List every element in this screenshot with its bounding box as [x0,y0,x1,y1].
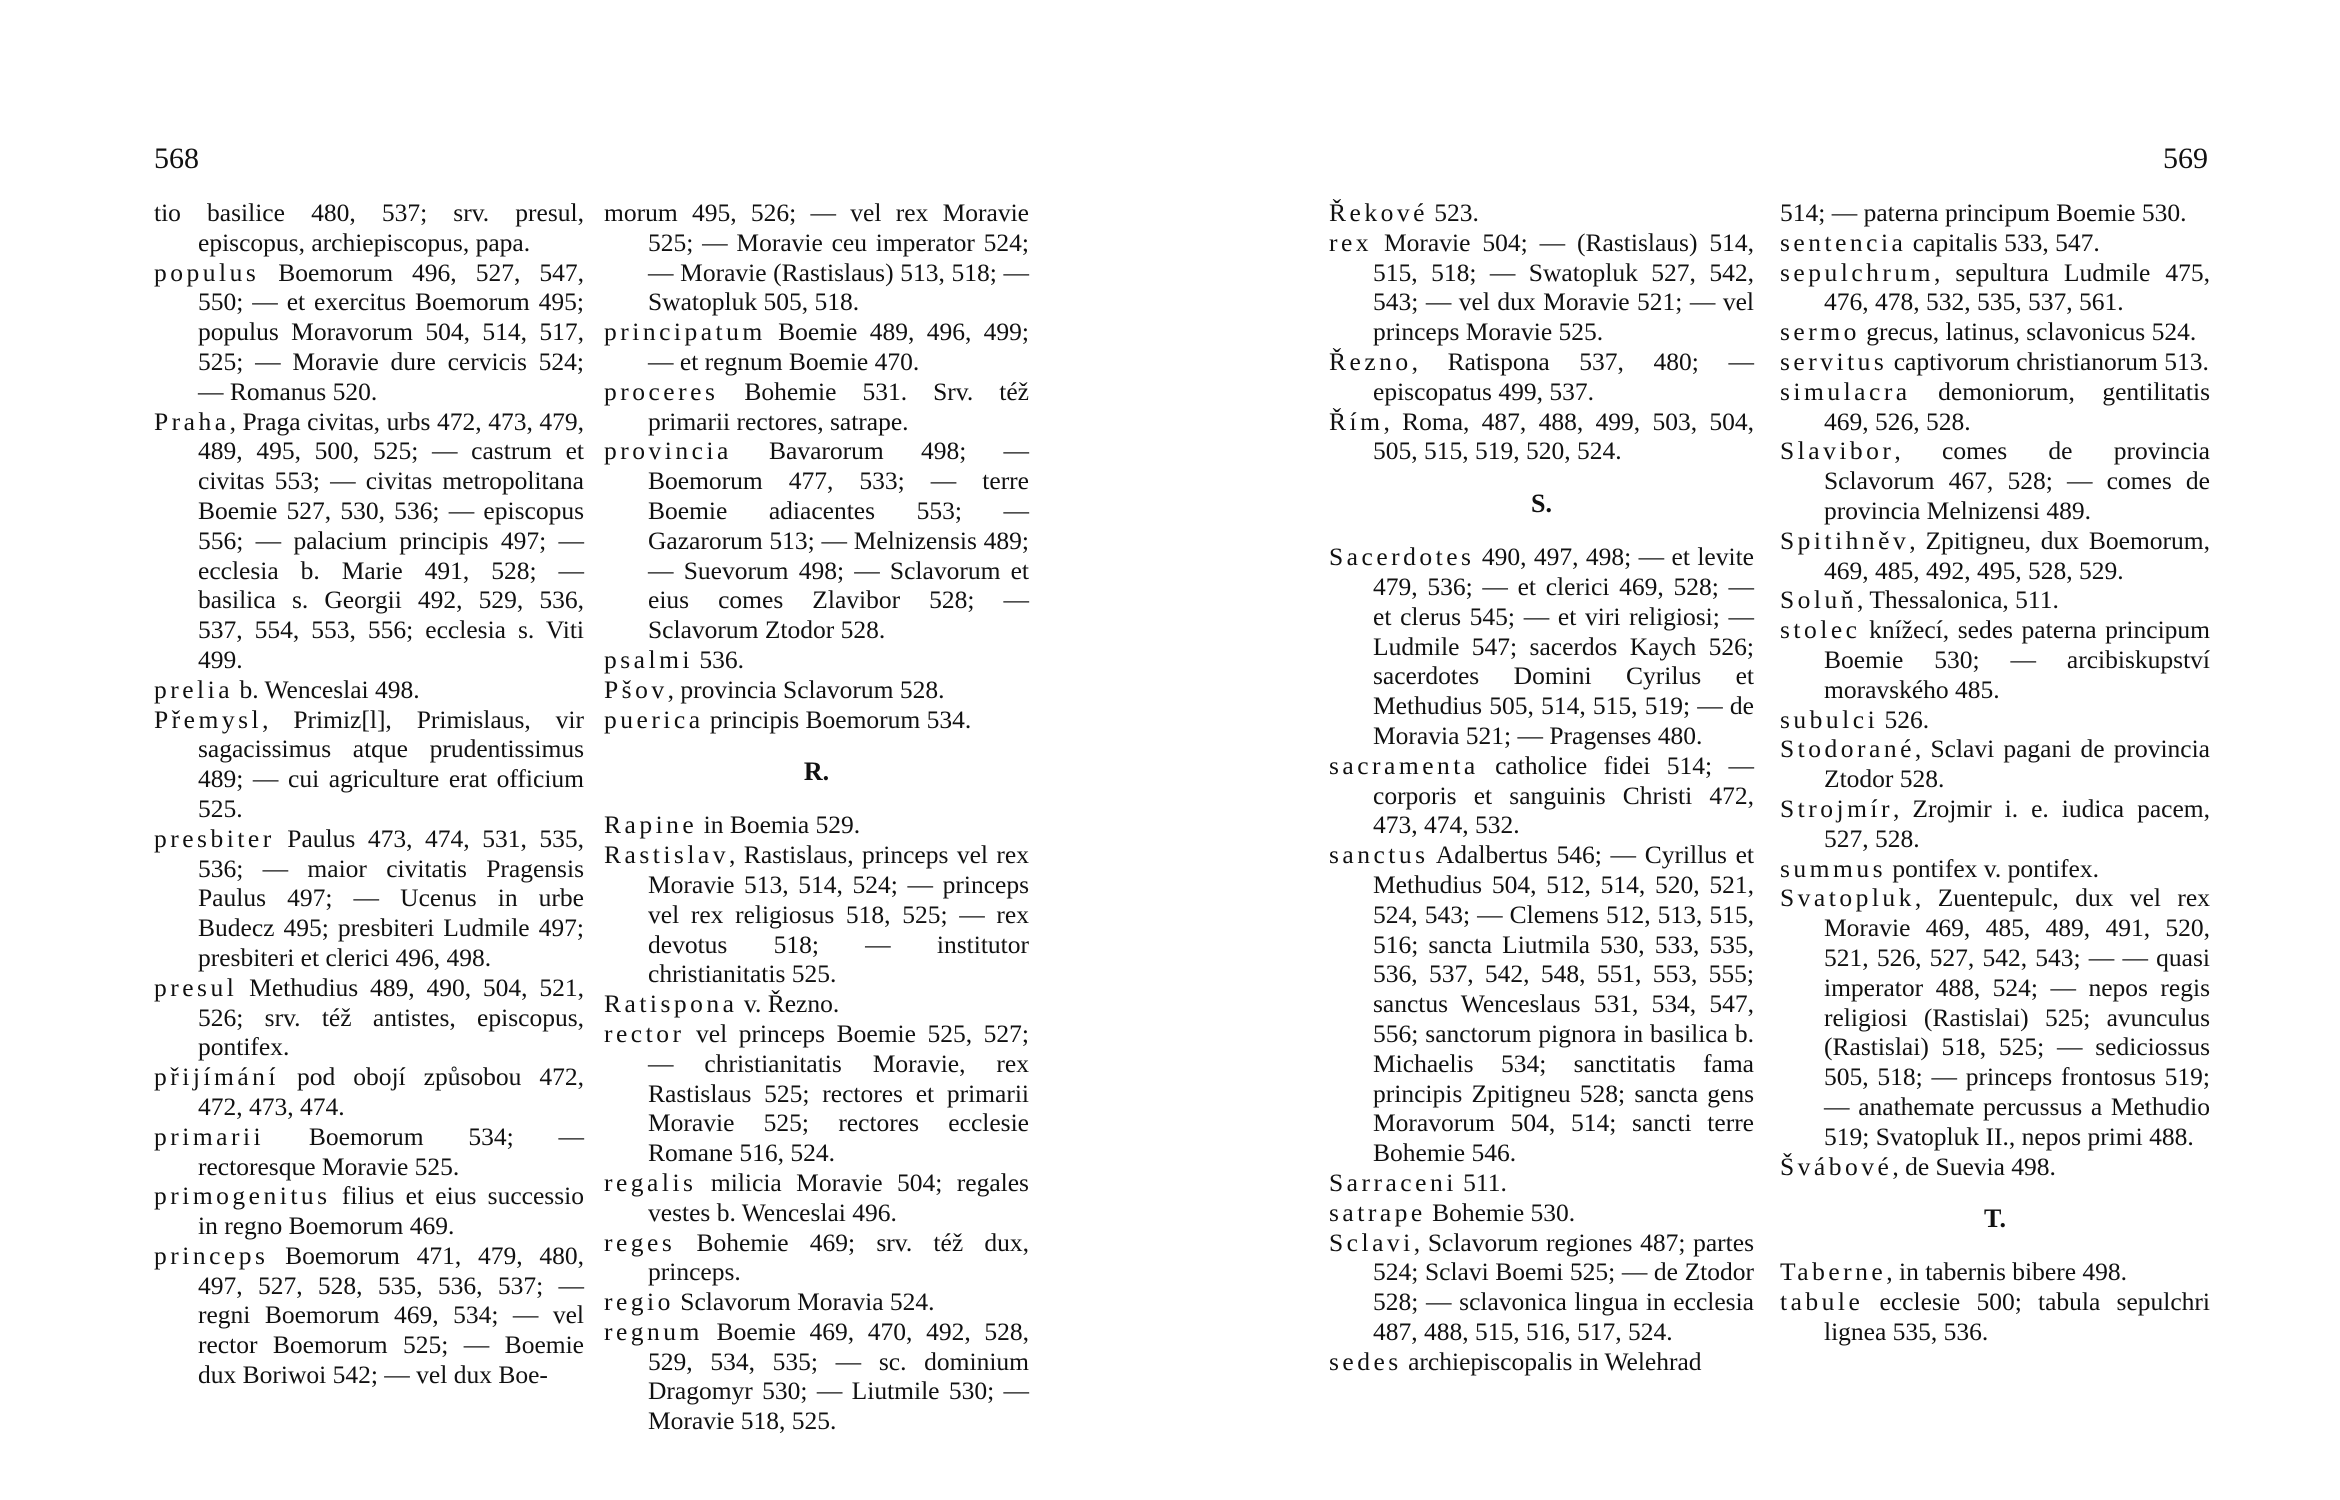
index-entry [154,258,584,407]
entry-text: Boemorum 534; — rectoresque Moravie 525. [198,1121,584,1181]
index-entry [1780,258,2210,318]
entry-headword: rex [1329,227,1373,257]
index-entry [1329,198,1754,228]
index-entry [1780,705,2210,735]
index-entry [154,675,584,705]
entry-headword: Soluň [1780,585,1858,615]
entry-headword: puerica [604,704,704,734]
entry-text: Bohemie 469; srv. též dux, princeps. [648,1227,1029,1287]
index-entry [604,1168,1029,1228]
index-entry [1780,794,2210,854]
index-entry [604,675,1029,705]
entry-headword: sentencia [1780,227,1907,257]
entry-headword: primogenitus [154,1181,331,1211]
index-entry [1329,1347,1754,1377]
index-entry [154,705,584,824]
index-entry [1329,347,1754,407]
entry-text: , Rastislaus, princeps vel rex Moravie 513, 514, 524; — princeps vel rex religiosus 518, 525; — rex devotus 518; — institutor christianitatis 525. [648,840,1029,989]
entry-text: , comes de provincia Sclavorum 467, 528; — comes de provincia Melnizensi 489. [1824,436,2210,525]
index-entry [154,198,584,258]
entry-text: 526. [1878,704,1930,734]
entry-text: principis Boemorum 534. [703,704,972,734]
entry-headword: rector [604,1018,685,1048]
entry-headword: presul [154,972,238,1002]
entry-text: , Praga civitas, urbs 472, 473, 479, 489, 495, 500, 525; — castrum et civitas 553; — civitas metropolitana Boemie 527, 530, 536; — episcopus 556; — palacium principis 497; — ecclesia b. Marie 491, 528; — basilica s. Georgii 492, 529, 536, 537, 554, 553, 556; ecclesia s. Viti 499. [198,406,584,674]
entry-headword: sepulchrum [1780,257,1934,287]
entry-headword: tabule [1780,1287,1864,1317]
index-entry [604,989,1029,1019]
entry-headword: sermo [1780,317,1860,347]
entry-text: Boemie 469, 470, 492, 528, 529, 534, 535; — sc. dominium Dragomyr 530; — Liutmile 530; — Moravie 518, 525. [648,1316,1029,1436]
index-entry [154,973,584,1062]
entry-headword: Strojmír [1780,793,1894,823]
entry-text: Methudius 489, 490, 504, 521, 526; srv. též antistes, episcopus, pontifex. [198,972,584,1062]
entry-text: milicia Moravie 504; regales vestes b. Wenceslai 496. [648,1167,1029,1227]
index-entry [1780,198,2210,228]
entry-text: , Zuentepulc, dux vel rex Moravie 469, 485, 489, 491, 520, 521, 526, 527, 542, 543; — — quasi imperator 488, 524; — nepos regis religiosi (Rastislai) 525; avunculus (Rastislai) 518, 525; — sediciossus 505, 518; — princeps frontosus 519; — anathemate percussus a Methudio 519; Svatopluk II., nepos primi 488. [1824,883,2210,1151]
index-entry [1780,1257,2210,1287]
entry-headword: Svatopluk [1780,883,1915,913]
index-entry [604,1019,1029,1168]
index-entry [1780,317,2210,347]
index-entry [604,1287,1029,1317]
section-letter-heading: S. [1531,489,1552,519]
entry-text: , Ratispona 537, 480; — episcopatus 499, 537. [1373,346,1754,406]
index-entry [604,1317,1029,1436]
entry-text: pod obojí způsobou 472, 472, 473, 474. [198,1062,584,1121]
index-entry [1780,526,2210,586]
entry-headword: reges [604,1227,676,1257]
entry-headword: presbiter [154,823,275,853]
page-number-right: 569 [2163,142,2208,175]
index-entry [604,317,1029,377]
index-entry [604,377,1029,437]
index-entry [604,705,1029,735]
entry-headword: summus [1780,853,1887,883]
entry-text: vel princeps Boemie 525, 527; — christianitatis Moravie, rex Rastislaus 525; rectores et primarii Moravie 525; rectores ecclesie Romane 516, 524. [648,1018,1029,1168]
index-column-2 [604,198,1029,1436]
entry-text: tio basilice 480, 537; srv. presul, episcopus, archiepiscopus, papa. [154,198,584,257]
index-entry [1780,1152,2210,1182]
entry-headword: Stodorané [1780,734,1915,764]
index-entry [604,198,1029,317]
index-entry [1329,542,1754,751]
entry-headword: regalis [604,1167,697,1197]
entry-headword: přijímání [154,1062,279,1092]
index-entry [604,1228,1029,1288]
entry-text: captivorum christianorum 513. [1887,346,2209,376]
entry-headword: sedes [1329,1346,1402,1376]
entry-text: morum 495, 526; — vel rex Moravie 525; — Moravie ceu imperator 524; — Moravie (Rastislaus) 513, 518; — Swatopluk 505, 518. [604,198,1029,317]
index-entry [604,840,1029,989]
entry-headword: primarii [154,1121,265,1151]
entry-headword: Taberne [1780,1257,1887,1287]
index-entry [1329,751,1754,840]
index-column-3 [1329,198,1754,1376]
index-entry [1329,1168,1754,1198]
index-entry [1329,407,1754,467]
entry-text: 511. [1456,1167,1507,1197]
entry-text: Paulus 473, 474, 531, 535, 536; — maior civitatis Pragensis Paulus 497; — Ucenus in urbe Budecz 495; presbiteri Ludmile 497; presbiteri et clerici 496, 498. [198,823,584,972]
entry-headword: satrape [1329,1197,1426,1227]
entry-text: , de Suevia 498. [1892,1151,2056,1181]
index-entry [1780,615,2210,704]
index-entry [154,407,584,675]
entry-text: ecclesie 500; tabula sepulchri lignea 535, 536. [1824,1287,2210,1346]
entry-text: , Thessalonica, 511. [1857,585,2059,615]
entry-headword: sanctus [1329,840,1429,870]
entry-text: 536. [693,644,744,674]
entry-text: Moravie 504; — (Rastislaus) 514, 515, 518; — Swatopluk 527, 542, 543; — vel dux Moravie 521; — vel princeps Moravie 525. [1372,227,1754,347]
entry-text: pontifex v. pontifex. [1886,853,2099,883]
entry-text: knížecí, sedes paterna principum Boemie 530; — arcibiskupství moravského 485. [1824,615,2210,704]
entry-text: , Primiz[l], Primislaus, vir sagacissimus atque prudentissimus 489; — cui agriculture erat officium 525. [198,704,584,823]
entry-headword: regnum [604,1316,703,1346]
entry-headword: Sarraceni [1329,1167,1457,1197]
index-entry [154,824,584,973]
entry-headword: Přemysl [154,704,263,734]
index-entry [1780,436,2210,525]
entry-headword: Sclavi [1329,1227,1414,1257]
entry-headword: servitus [1780,346,1888,376]
entry-text: Sclavorum Moravia 524. [673,1287,935,1317]
index-entry [1780,228,2210,258]
index-entry [1329,840,1754,1168]
entry-text: Boemorum 496, 527, 547, 550; — et exercitus Boemorum 495; populus Moravorum 504, 514, 517, 525; — Moravie dure cervicis 524; — Romanus 520. [198,257,584,406]
entry-headword: Slavibor [1780,436,1895,466]
entry-headword: Rastislav [604,840,729,870]
entry-headword: populus [154,257,260,287]
entry-text: , sepultura Ludmile 475, 476, 478, 532, 535, 537, 561. [1824,257,2210,317]
entry-headword: simulacra [1780,376,1911,406]
index-entry [1780,347,2210,377]
section-letter-heading: T. [1984,1204,2006,1234]
index-entry [1780,1287,2210,1347]
entry-text: , Zrojmir i. e. iudica pacem, 527, 528. [1824,793,2210,853]
entry-text: Boemie 489, 496, 499; — et regnum Boemie 470. [648,317,1029,376]
entry-headword: stolec [1780,615,1861,645]
entry-headword: Řezno [1329,346,1412,376]
entry-text: Boemorum 471, 479, 480, 497, 527, 528, 535, 536, 537; — regni Boemorum 469, 534; — vel rector Boemorum 525; — Boemie dux Boriwoi 542; — vel dux Boe- [198,1240,584,1390]
entry-headword: Rapine [604,810,698,840]
entry-headword: princeps [154,1240,269,1270]
entry-text: , in tabernis bibere 498. [1886,1257,2128,1287]
entry-headword: prelia [154,674,234,704]
entry-headword: Řím [1329,406,1384,436]
section-letter-heading: R. [803,757,830,787]
entry-headword: Praha [154,406,230,436]
entry-headword: Pšov [604,674,668,704]
entry-headword: Řekové [1329,198,1428,227]
index-entry [604,810,1029,840]
entry-text: in Boemia 529. [697,810,861,840]
entry-text: v. Řezno. [737,989,840,1019]
entry-text: , Roma, 487, 488, 499, 503, 504, 505, 515, 519, 520, 524. [1373,406,1754,466]
index-entry [154,1181,584,1241]
entry-text: archiepiscopalis in Welehrad [1401,1346,1702,1376]
entry-text: , Zpitigneu, dux Boemorum, 469, 485, 492, 495, 528, 529. [1824,525,2210,585]
index-entry [1780,585,2210,615]
entry-text: grecus, latinus, sclavonicus 524. [1859,317,2197,347]
entry-headword: provincia [604,436,732,466]
entry-text: capitalis 533, 547. [1906,227,2100,257]
entry-text: 490, 497, 498; — et levite 479, 536; — et clerici 469, 528; — et clerus 545; — et viri religiosi; — Ludmile 547; sacerdos Kaych 526; sacerdotes Domini Cyrilus et Methudius 505, 514, 515, 519; — de Moravia 521; — Pragenses 480. [1373,542,1754,750]
entry-text: filius et eius successio in regno Boemorum 469. [198,1181,584,1241]
entry-headword: subulci [1780,704,1879,734]
index-entry [1329,228,1754,347]
entry-text: 514; — paterna principum Boemie 530. [1780,198,2187,227]
entry-headword: sacramenta [1329,750,1479,780]
index-entry [1329,1228,1754,1347]
index-entry [1780,734,2210,794]
index-entry [154,1062,584,1122]
entry-headword: Sacerdotes [1329,542,1475,572]
entry-headword: Spitihněv [1780,525,1910,555]
index-column-4 [1780,198,2210,1347]
index-entry [154,1122,584,1182]
index-entry [1780,854,2210,884]
index-entry [604,436,1029,645]
entry-text: , Sclavi pagani de provincia Ztodor 528. [1824,734,2210,794]
entry-text: demoniorum, gentilitatis 469, 526, 528. [1824,376,2210,436]
index-entry [154,1241,584,1390]
index-entry [1780,377,2210,437]
entry-headword: psalmi [604,644,693,674]
entry-headword: regio [604,1287,674,1317]
entry-text: , Sclavorum regiones 487; partes 524; Sclavi Boemi 525; — de Ztodor 528; — sclavonica lingua in ecclesia 487, 488, 515, 516, 517, 524. [1373,1227,1754,1346]
index-column-1 [154,198,584,1390]
index-entry [604,645,1029,675]
entry-headword: proceres [604,376,719,406]
entry-text: Adalbertus 546; — Cyrillus et Methudius 504, 512, 514, 520, 521, 524, 543; — Clemens 512, 513, 515, 516; sancta Liutmila 530, 533, 535, 536, 537, 542, 548, 551, 553, 555; sanctus Wenceslaus 531, 534, 547, 556; sanctorum pignora in basilica b. Michaelis 534; sanctitatis fama principis Zpitigneu 528; sancta gens Moravorum 504, 514; sancti terre Bohemie 546. [1373,840,1754,1168]
page-number-left: 568 [154,142,199,175]
entry-headword: principatum [604,317,766,347]
entry-text: 523. [1427,198,1479,227]
entry-text: , provincia Sclavorum 528. [667,674,945,704]
index-entry [1780,883,2210,1151]
entry-text: catholice fidei 514; — corporis et sanguinis Christi 472, 473, 474, 532. [1373,750,1754,840]
entry-text: b. Wenceslai 498. [233,674,420,704]
entry-text: Bohemie 530. [1425,1197,1576,1227]
entry-headword: Švábové [1780,1151,1893,1181]
index-entry [1329,1198,1754,1228]
entry-headword: Ratispona [604,989,738,1019]
entry-text: Bavarorum 498; — Boemorum 477, 533; — terre Boemie adiacentes 553; — Gazarorum 513; — Melnizensis 489; — Suevorum 498; — Sclavorum et eius comes Zlavibor 528; — Sclavorum Ztodor 528. [648,436,1029,645]
entry-text: Bohemie 531. Srv. též primarii rectores, satrape. [648,376,1029,436]
